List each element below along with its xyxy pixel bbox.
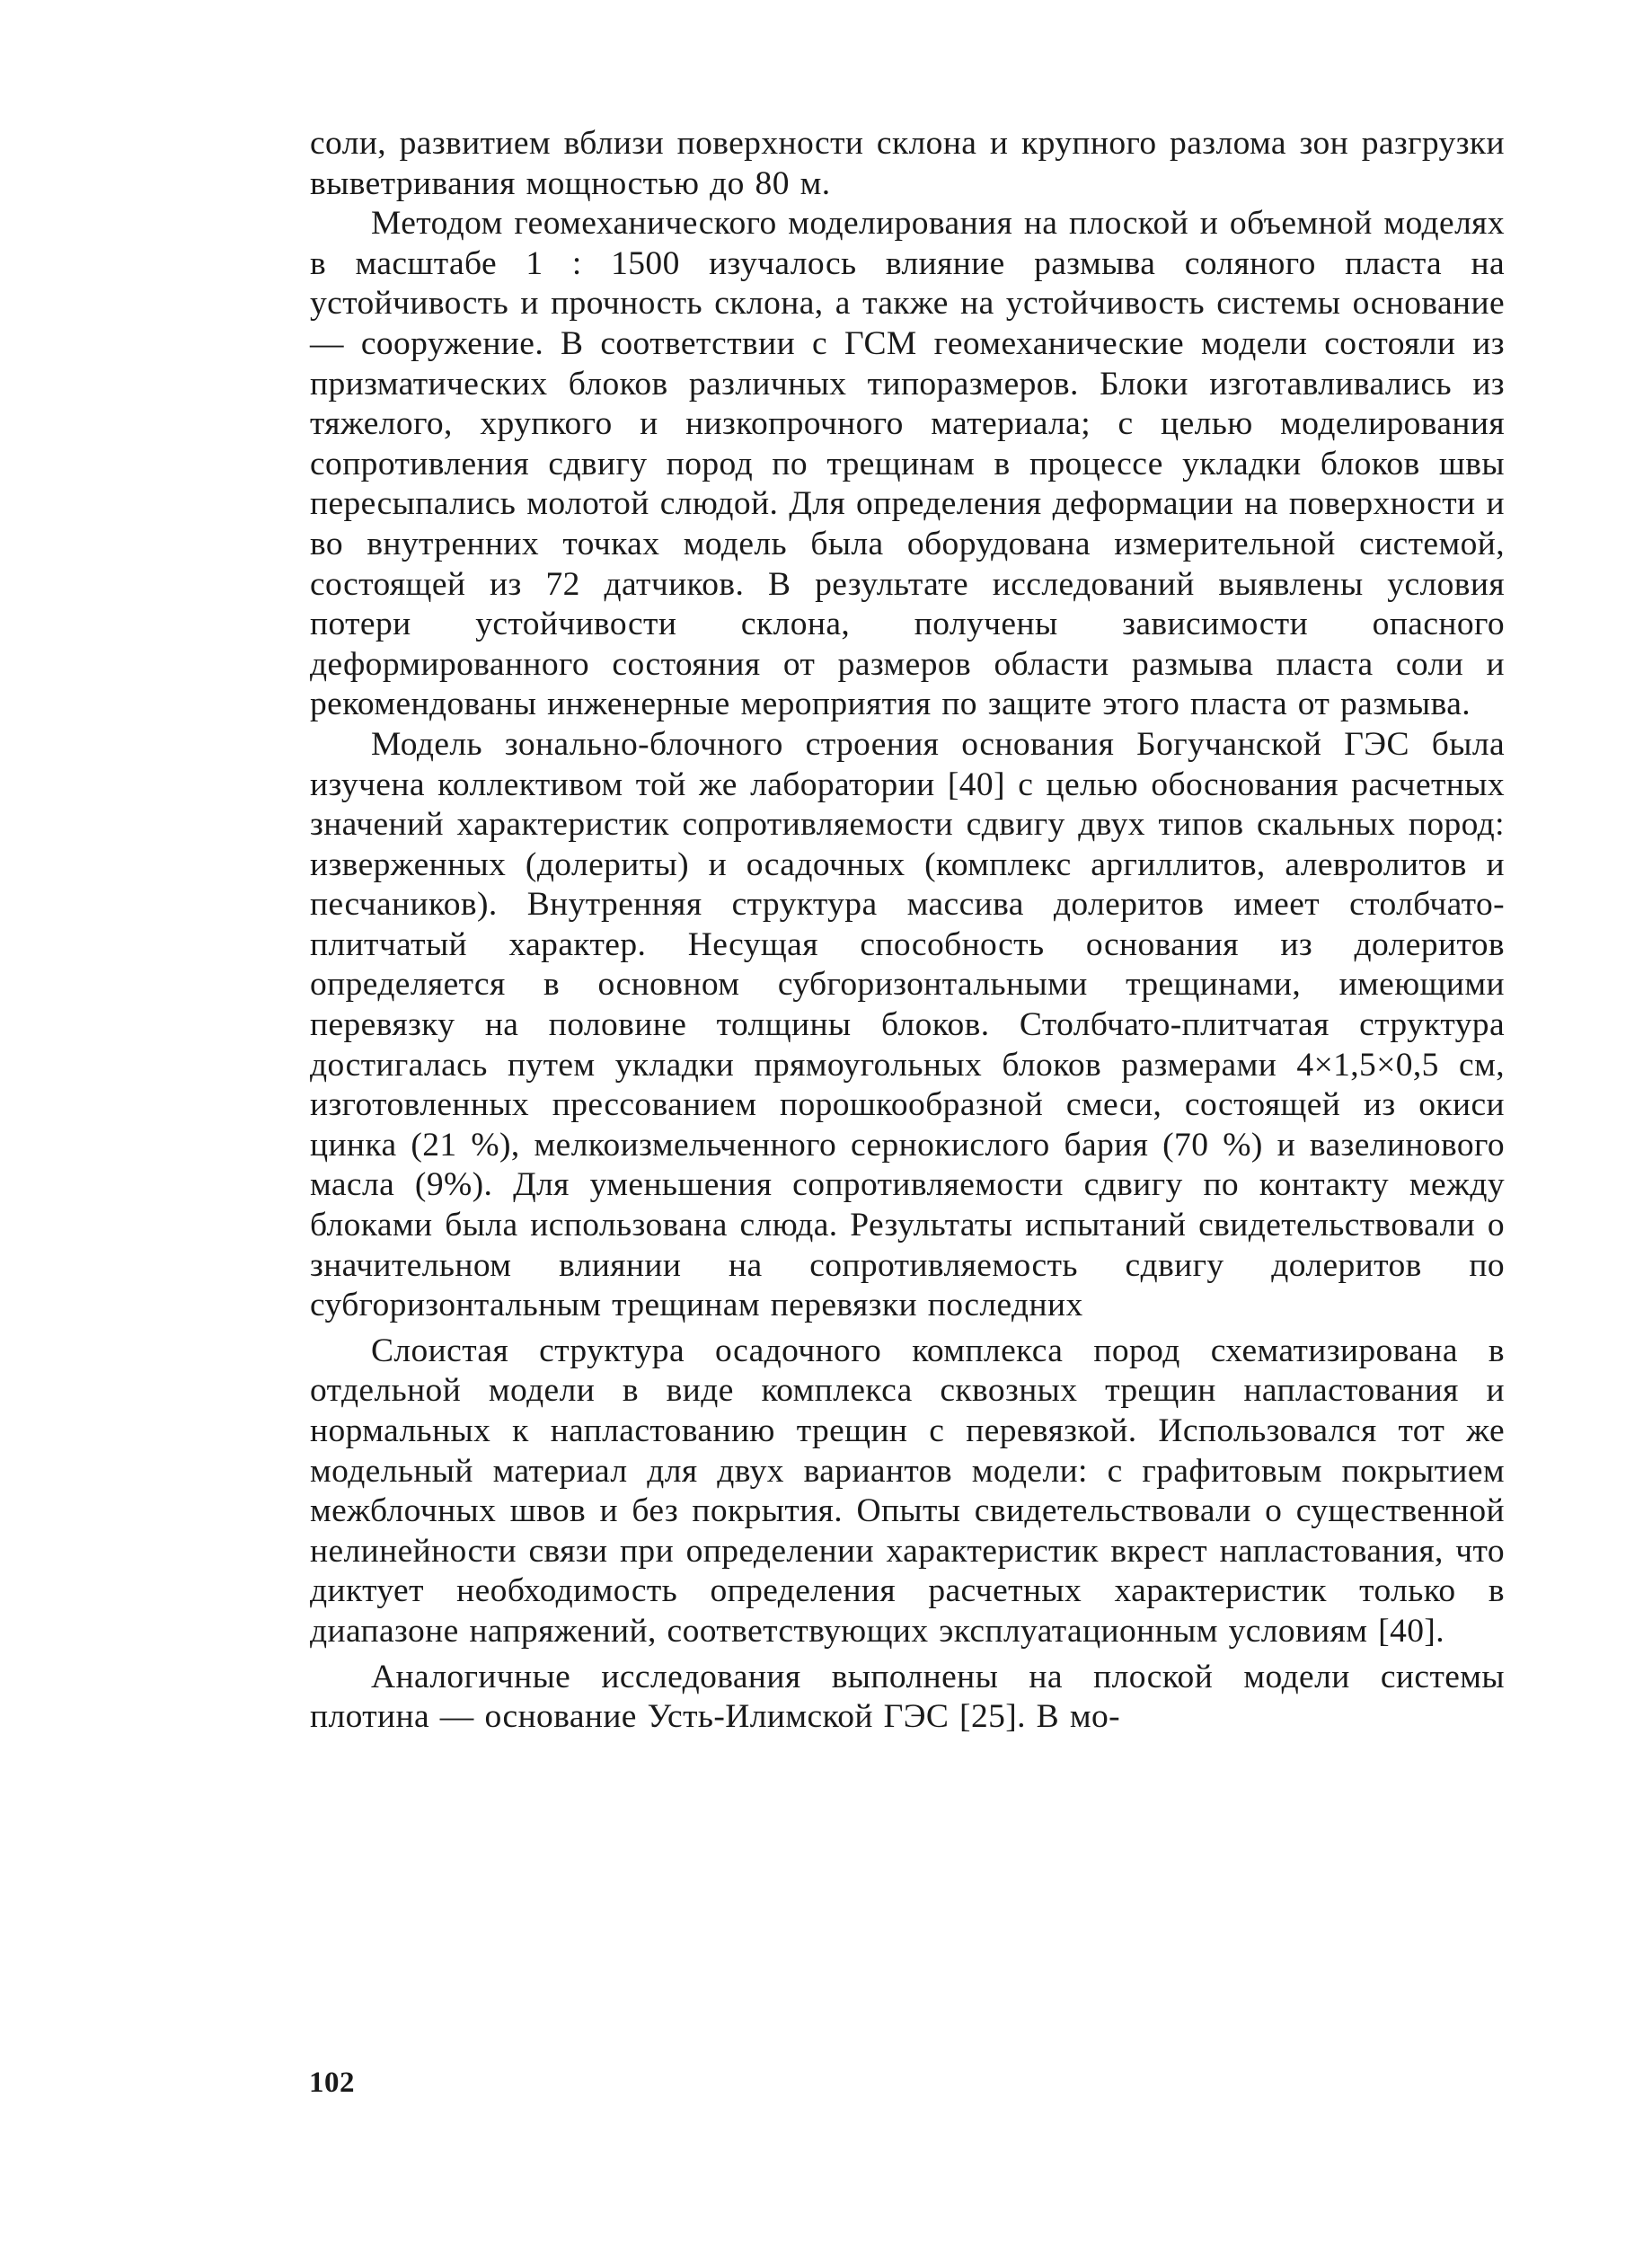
page-body bbox=[310, 124, 1505, 1738]
paragraph-ust-ilimskaya: Аналогичные исследования выполнены на плоской модели системы плотина — основание Усть-Илимской ГЭС [25]. В мо- bbox=[310, 1658, 1505, 1736]
paragraph-layered-structure: Слоистая структура осадочного комплекса пород схематизирована в отдельной модели в виде комплекса сквозных трещин напластования и нормальных к напластованию трещин с перевязкой. Использовался тот же модельный материал для двух вариантов модели: с графитовым покрытием межблочных швов и без покрытия. Опыты свидетельствовали о существенной нелинейности связи при определении характеристик вкрест напластования, что диктует необходимость определения расчетных характеристик только в диапазоне напряжений, соответствующих эксплуатационным условиям [40]. bbox=[310, 1332, 1505, 1650]
page-number: 102 bbox=[309, 2067, 355, 2099]
paragraph-geomechanical-modeling: Методом геомеханического моделирования на плоской и объемной моделях в масштабе 1 : 1500 изучалось влияние размыва соляного пласта на устойчивость и прочность склона, а также на устойчивость системы основание — сооружение. В соответствии с ГСМ геомеханические модели состояли из призматических блоков различных типоразмеров. Блоки изготавливались из тяжелого, хрупкого и низкопрочного материала; с целью моделирования сопротивления сдвигу пород по трещинам в процессе укладки блоков швы пересыпались молотой слюдой. Для определения деформации на поверхности и во внутренних точках модель была оборудована измерительной системой, состоящей из 72 датчиков. В результате исследований выявлены условия потери устойчивости склона, получены зависимости опасного деформированного состояния от размеров области размыва пласта соли и рекомендованы инженерные мероприятия по защите этого пласта от размыва. bbox=[310, 205, 1505, 723]
paragraph-continuation: соли, развитием вблизи поверхности склона и крупного разлома зон разгрузки выветривания мощностью до 80 м. bbox=[310, 125, 1505, 202]
paragraph-boguchanskaya-model: Модель зонально-блочного строения основания Богучанской ГЭС была изучена коллективом той же лаборатории [40] с целью обоснования расчетных значений характеристик сопротивляемости сдвигу двух типов скальных пород: изверженных (долериты) и осадочных (комплекс аргиллитов, алевролитов и песчаников). Внутренняя структура массива долеритов имеет столбчато-плитчатый характер. Несущая способность основания из долеритов определяется в основном субгоризонтальными трещинами, имеющими перевязку на половине толщины блоков. Столбчато-плитчатая структура достигалась путем укладки прямоугольных блоков размерами 4×1,5×0,5 см, изготовленных прессованием порошкообразной смеси, состоящей из окиси цинка (21 %), мелкоизмельченного сернокислого бария (70 %) и вазелинового масла (9%). Для уменьшения сопротивляемости сдвигу по контакту между блоками была использована слюда. Результаты испытаний свидетельствовали о значительном влиянии на сопротивляемость сдвигу долеритов по субгоризонтальным трещинам перевязки последних bbox=[310, 725, 1505, 1324]
